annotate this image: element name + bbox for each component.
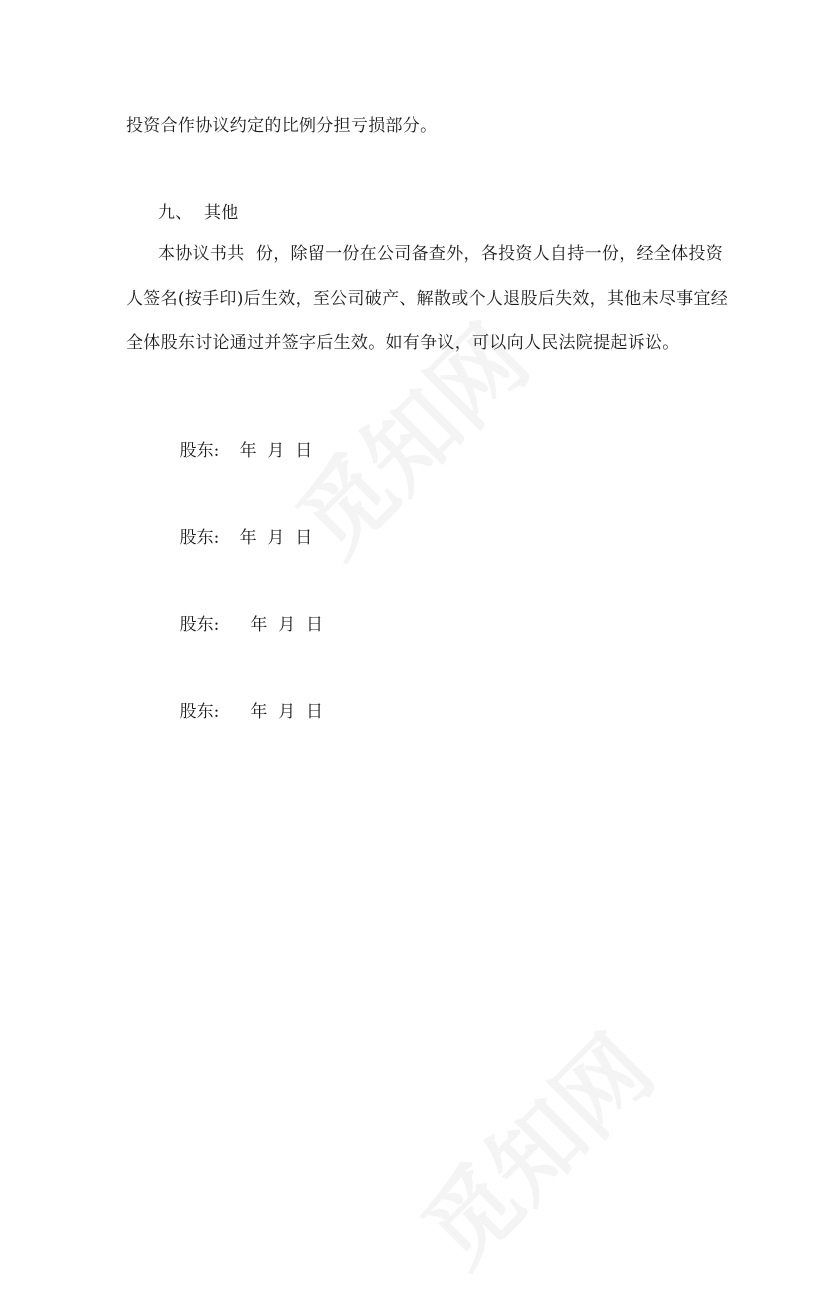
watermark (389, 1002, 678, 1290)
section-heading: 九、 其他 (158, 203, 239, 223)
signature-line (158, 679, 323, 745)
paragraph-tail: 投资合作协议约定的比例分担亏损部分。 (126, 116, 438, 136)
signature-date: 年 月 日 (239, 702, 324, 722)
signature-line (158, 418, 312, 484)
signature-date: 年 月 日 (239, 528, 313, 548)
body-line: 人签名(按手印)后生效，至公司破产、解散或个人退股后失效，其他未尽事宜经 (126, 289, 729, 309)
signature-date: 年 月 日 (239, 615, 324, 635)
signature-line (158, 592, 323, 658)
signature-line (158, 505, 312, 571)
signature-label: 股东: (179, 702, 220, 722)
body-line: 本协议书共 份，除留一份在公司备查外，各投资人自持一份，经全体投资 (158, 244, 724, 264)
signature-label: 股东: (179, 615, 220, 635)
signature-label: 股东: (179, 528, 220, 548)
signature-date: 年 月 日 (239, 441, 313, 461)
body-line: 全体股东讨论通过并签字后生效。如有争议，可以向人民法院提起诉讼。 (126, 333, 680, 353)
signature-label: 股东: (179, 441, 220, 461)
